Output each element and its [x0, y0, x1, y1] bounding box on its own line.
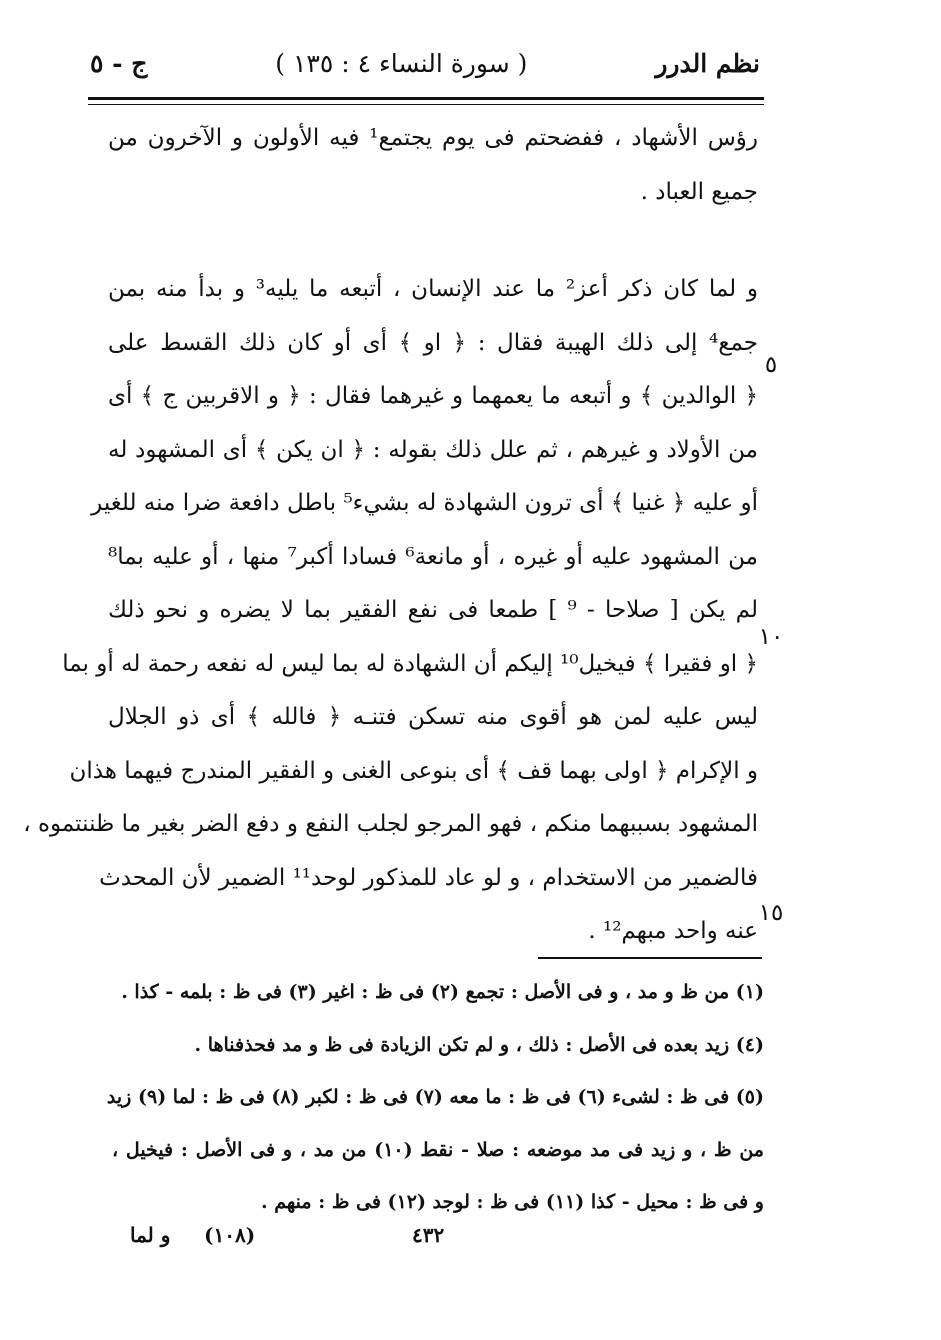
- volume-number: ج - ٥: [90, 48, 148, 78]
- running-header: [90, 38, 760, 88]
- text-line: ليس عليه لمن هو أقوى منه تسكن فتنـه ﴿ فالله ﴾ أى ذو الجلال: [108, 704, 758, 730]
- text-line: لم يكن [ صلاحا - ⁹ ] طمعا فى نفع الفقير بما لا يضره و نحو ذلك: [108, 597, 758, 623]
- surah-reference: ( سورة النساء ٤ : ١٣٥ ): [275, 48, 528, 78]
- book-title: نظم الدرر: [655, 48, 760, 78]
- text-line: و الإكرام ﴿ اولى بهما قف ﴾ أى بنوعى الغنى و الفقير المندرج فيهما هذان: [69, 757, 758, 784]
- header-rule-thin: [88, 104, 764, 105]
- line-number-15: ١٥: [758, 900, 784, 926]
- line-number-10: ١٠: [758, 624, 784, 650]
- line-number-5: ٥: [764, 352, 778, 378]
- footnote-line: و فى ظ : محيل - كذا (١١) فى ظ : لوجد (١٢) فى ظ : منهم .: [261, 1191, 764, 1213]
- text-line: أو عليه ﴿ غنيا ﴾ أى ترون الشهادة له بشيء⁵ باطل دافعة ضرا منه للغير: [91, 490, 758, 516]
- footnote-line: (٤) زيد بعده فى الأصل : ذلك ، و لم تكن الزيادة فى ظ و مد فحذفناها .: [194, 1033, 764, 1056]
- signature-mark: (١٠٨): [204, 1223, 256, 1247]
- footnotes: [106, 966, 764, 1229]
- page-footer: [130, 1223, 730, 1263]
- text-line: ﴿ الوالدين ﴾ و أتبعه ما يعمهما و غيرهما فقال : ﴿ و الاقربين ج ﴾ أى: [108, 383, 758, 409]
- text-line: من المشهود عليه أو غيره ، أو مانعة⁶ فسادا أكبر⁷ منها ، أو عليه بما⁸: [108, 543, 758, 570]
- text-line: جميع العباد .: [640, 178, 758, 205]
- footnote-line: (٥) فى ظ : لشىء (٦) فى ظ : ما معه (٧) فى ظ : لكبر (٨) فى ظ : لما (٩) زيد: [106, 1086, 764, 1108]
- text-line: رؤس الأشهاد ، ففضحتم فى يوم يجتمع¹ فيه الأولون و الآخرون من: [108, 125, 758, 151]
- text-line: جمع⁴ إلى ذلك الهيبة فقال : ﴿ او ﴾ أى أو كان ذلك القسط على: [108, 329, 758, 356]
- page-number: ٤٣٢: [412, 1223, 445, 1247]
- paragraph-gap: [108, 219, 758, 263]
- text-line: فالضمير من الاستخدام ، و لو عاد للمذكور لوحد¹¹ الضمير لأن المحدث: [99, 864, 758, 891]
- text-line: المشهود بسببهما منكم ، فهو المرجو لجلب النفع و دفع الضر بغير ما ظننتموه ،: [23, 811, 758, 837]
- footnote-line: (١) من ظ و مد ، و فى الأصل : تجمع (٢) فى ظ : اغير (٣) فى ظ : بلمه - كذا .: [121, 981, 764, 1003]
- header-rule-thick: [88, 97, 764, 100]
- footnote-line: من ظ ، و زيد فى مد موضعه : صلا - نقط (١٠) من مد ، و فى الأصل : فيخيل ،: [112, 1138, 764, 1161]
- text-line: و لما كان ذكر أعز² ما عند الإنسان ، أتبعه ما يليه³ و بدأ منه بمن: [108, 276, 759, 302]
- footnote-separator: [538, 957, 762, 959]
- text-line: من الأولاد و غيرهم ، ثم علل ذلك بقوله : ﴿ ان يكن ﴾ أى المشهود له: [108, 436, 758, 463]
- text-line: ﴿ او فقيرا ﴾ فيخيل¹⁰ إليكم أن الشهادة له بما ليس له نفعه رحمة له أو بما: [62, 650, 758, 677]
- catchword: و لما: [130, 1223, 171, 1247]
- main-text: [23, 112, 759, 959]
- text-line: عنه واحد مبهم¹² .: [588, 918, 758, 944]
